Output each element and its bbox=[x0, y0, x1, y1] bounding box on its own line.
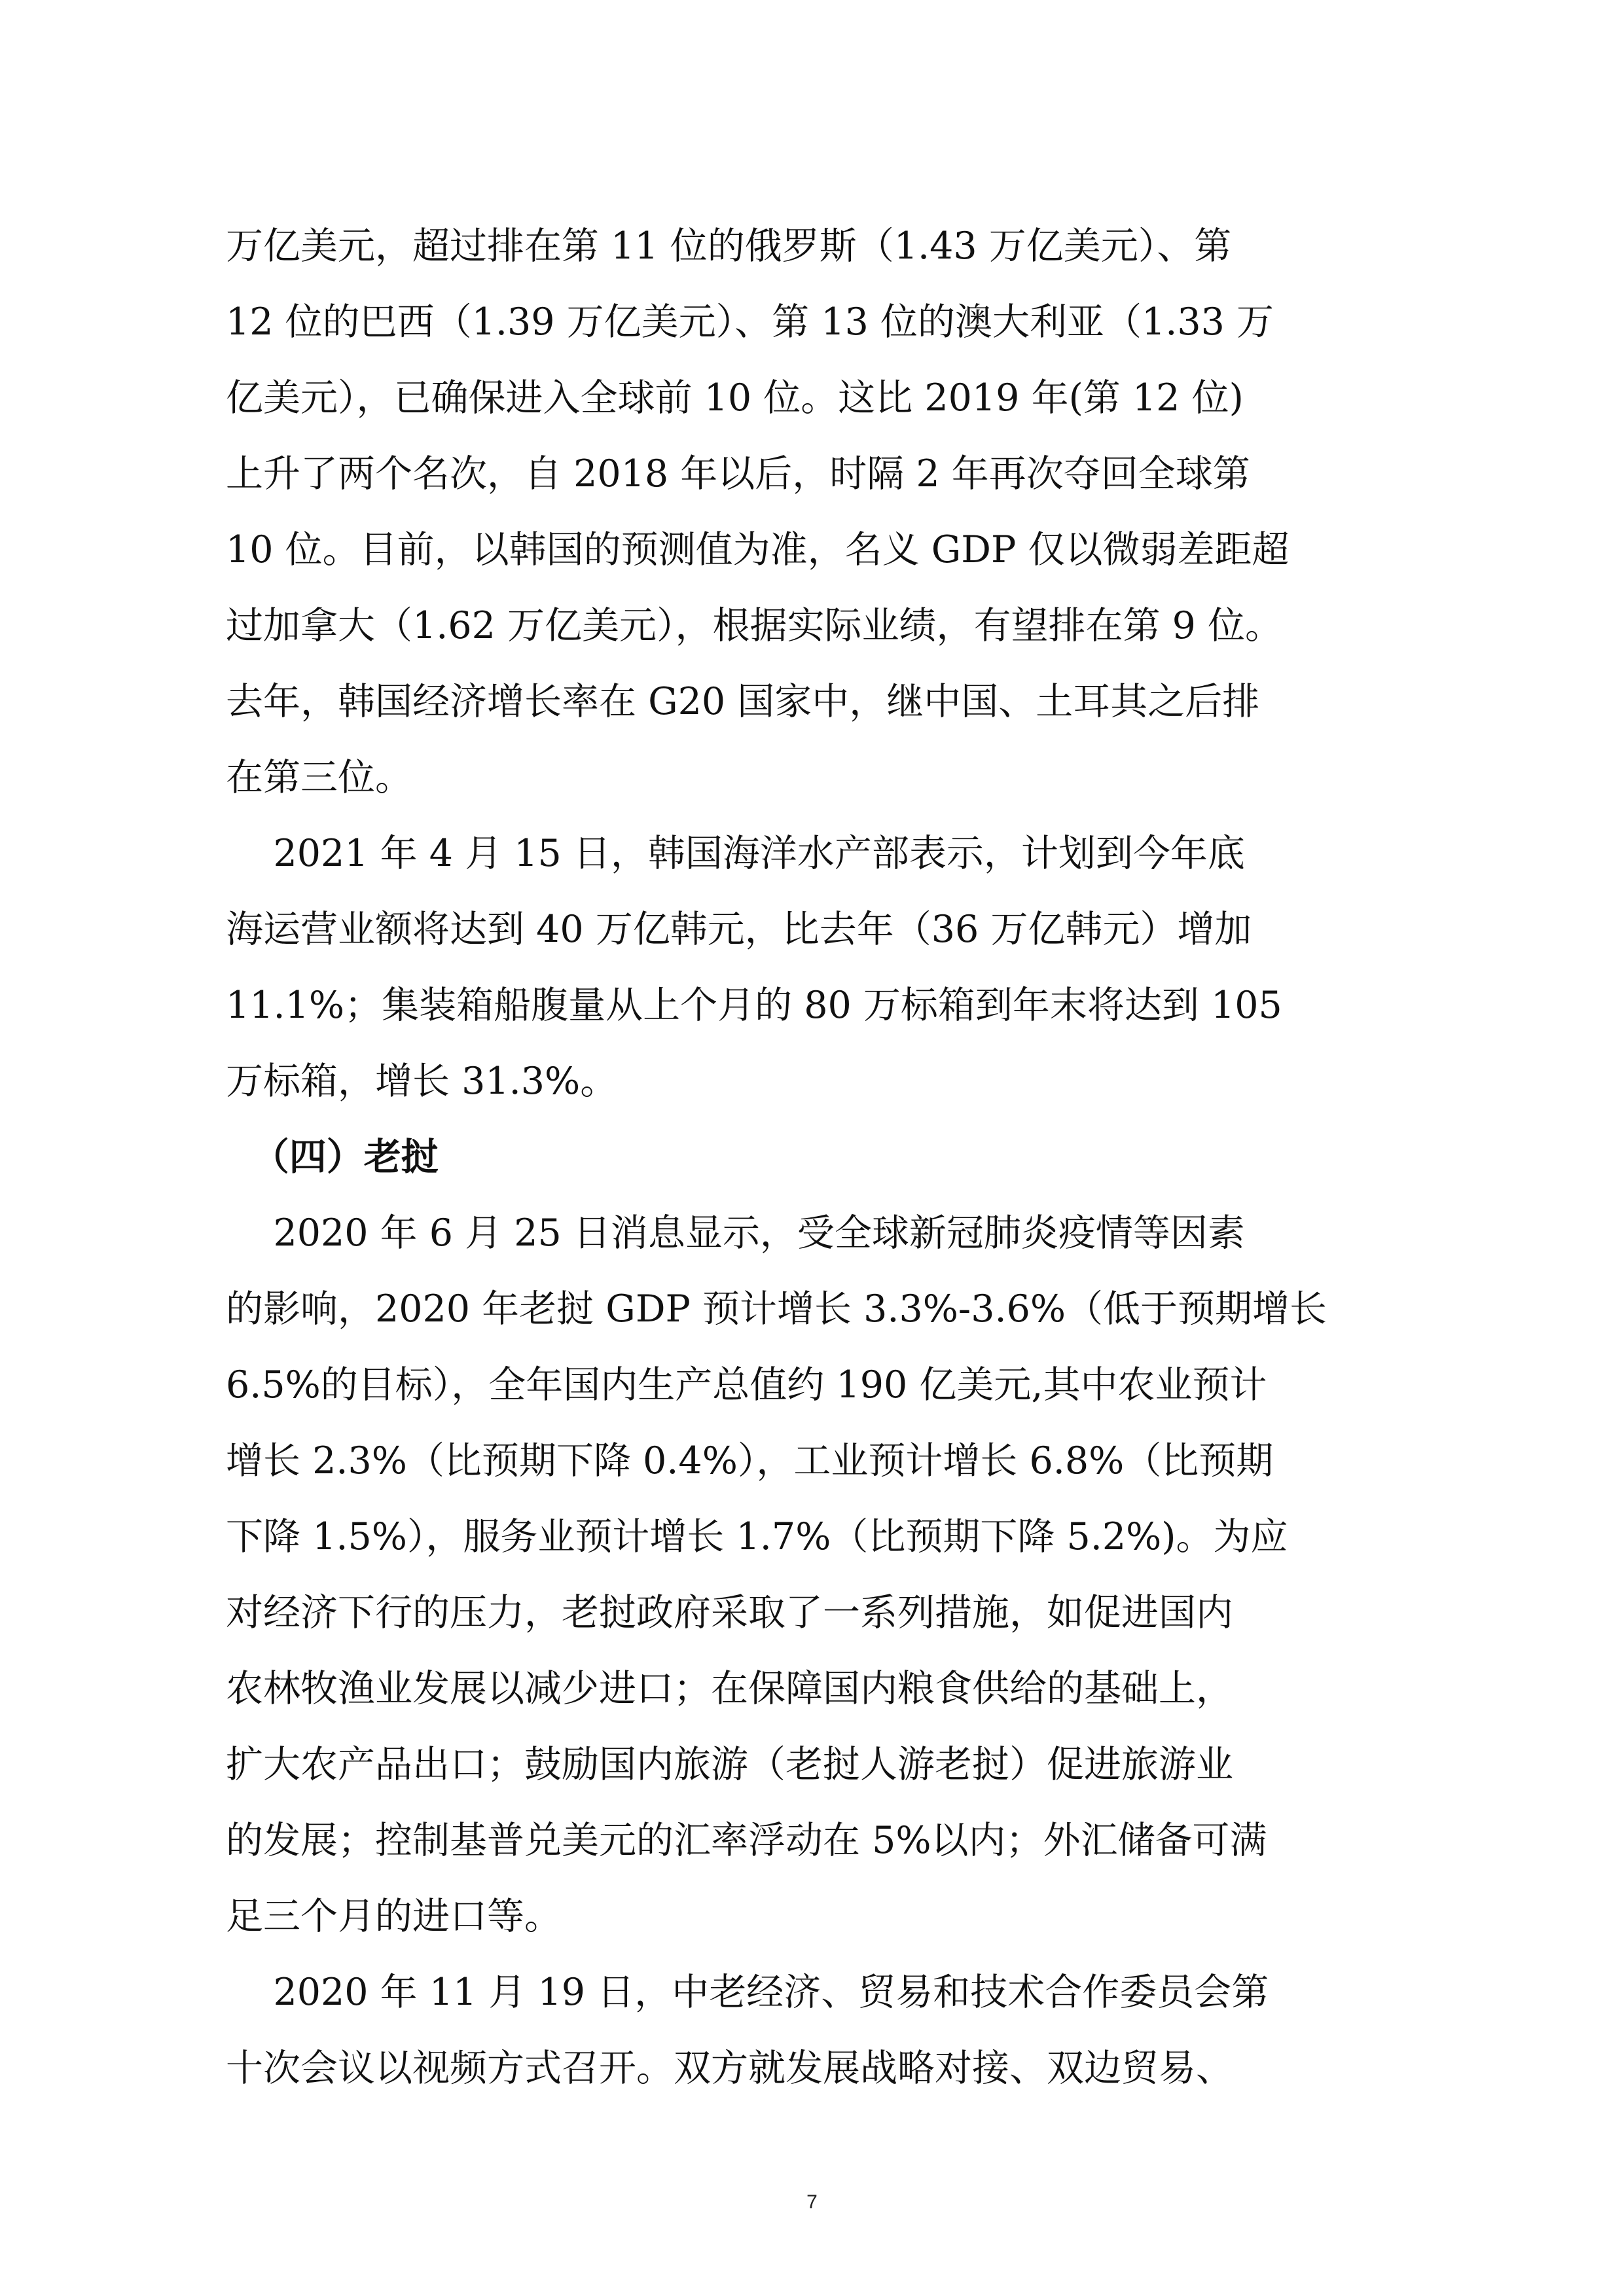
section-heading-laos: （四）老挝 bbox=[226, 1135, 439, 1179]
body-text-line: 在第三位。 bbox=[226, 756, 412, 799]
body-text-line: 12 位的巴西（1.39 万亿美元）、第 13 位的澳大利亚（1.33 万 bbox=[226, 300, 1274, 344]
paragraph-start-line: 2021 年 4 月 15 日，韩国海洋水产部表示，计划到今年底 bbox=[226, 832, 1245, 875]
body-text-line: 过加拿大（1.62 万亿美元），根据实际业绩，有望排在第 9 位。 bbox=[226, 604, 1283, 647]
body-text-line: 上升了两个名次，自 2018 年以后，时隔 2 年再次夺回全球第 bbox=[226, 452, 1250, 495]
body-text-line: 下降 1.5%），服务业预计增长 1.7%（比预期下降 5.2%)。为应 bbox=[226, 1515, 1288, 1558]
body-text-line: 6.5%的目标），全年国内生产总值约 190 亿美元,其中农业预计 bbox=[226, 1363, 1267, 1407]
body-text-line: 11.1%；集装箱船腹量从上个月的 80 万标箱到年末将达到 105 bbox=[226, 984, 1282, 1027]
page-number: 7 bbox=[806, 2191, 818, 2213]
body-text-line: 的影响，2020 年老挝 GDP 预计增长 3.3%-3.6%（低于预期增长 bbox=[226, 1287, 1327, 1331]
paragraph-start-line: 2020 年 11 月 19 日，中老经济、贸易和技术合作委员会第 bbox=[226, 1971, 1269, 2014]
paragraph-start-line: 2020 年 6 月 25 日消息显示，受全球新冠肺炎疫情等因素 bbox=[226, 1211, 1245, 1255]
body-text-line: 海运营业额将达到 40 万亿韩元，比去年（36 万亿韩元）增加 bbox=[226, 908, 1252, 951]
body-text-line: 扩大农产品出口；鼓励国内旅游（老挝人游老挝）促进旅游业 bbox=[226, 1743, 1233, 1786]
body-text-line: 增长 2.3%（比预期下降 0.4%），工业预计增长 6.8%（比预期 bbox=[226, 1439, 1274, 1482]
body-text-line: 足三个月的进口等。 bbox=[226, 1895, 562, 1938]
body-text-line: 10 位。目前，以韩国的预测值为准，名义 GDP 仅以微弱差距超 bbox=[226, 528, 1290, 571]
body-text-line: 十次会议以视频方式召开。双方就发展战略对接、双边贸易、 bbox=[226, 2047, 1233, 2090]
body-text-line: 的发展；控制基普兑美元的汇率浮动在 5%以内；外汇储备可满 bbox=[226, 1819, 1267, 1862]
body-text-line: 农林牧渔业发展以减少进口；在保障国内粮食供给的基础上， bbox=[226, 1667, 1233, 1710]
body-text-line: 万亿美元，超过排在第 11 位的俄罗斯（1.43 万亿美元）、第 bbox=[226, 224, 1232, 268]
body-text-line: 去年，韩国经济增长率在 G20 国家中，继中国、土耳其之后排 bbox=[226, 680, 1260, 723]
body-text-line: 亿美元），已确保进入全球前 10 位。这比 2019 年(第 12 位) bbox=[226, 376, 1244, 420]
body-text-line: 对经济下行的压力，老挝政府采取了一系列措施，如促进国内 bbox=[226, 1591, 1233, 1634]
body-text-line: 万标箱，增长 31.3%。 bbox=[226, 1060, 618, 1103]
